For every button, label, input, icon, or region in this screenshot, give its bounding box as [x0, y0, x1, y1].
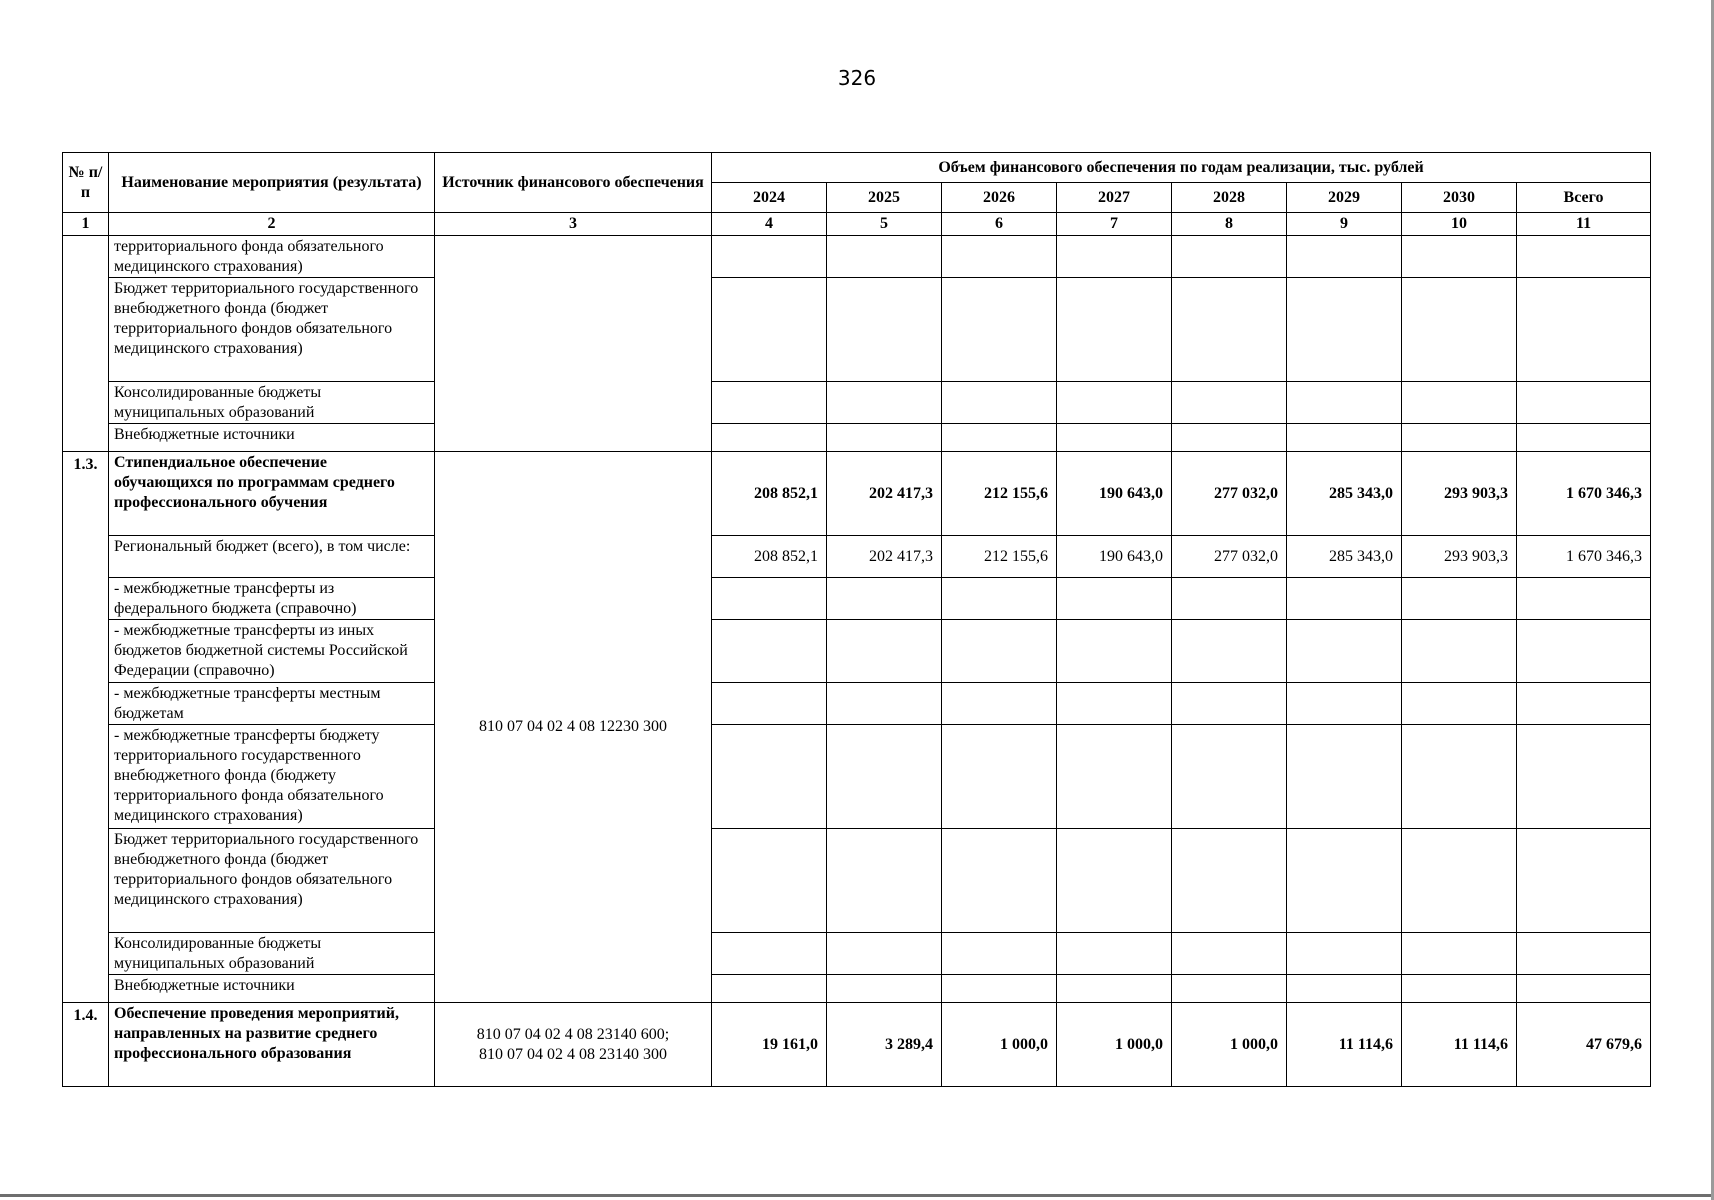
- table-row: [63, 236, 1651, 278]
- item-1-4-total-row: [63, 1003, 1651, 1087]
- value-cell: 190 643,0: [1057, 536, 1172, 578]
- header-year: 2030: [1402, 183, 1517, 213]
- header-total: Всего: [1517, 183, 1651, 213]
- header-col-name: Наименование мероприятия (результата): [109, 153, 435, 213]
- header-col-no: № п/п: [63, 153, 109, 213]
- header-year: 2028: [1172, 183, 1287, 213]
- item-number: 1.4.: [63, 1003, 109, 1087]
- value-cell: 208 852,1: [712, 452, 827, 536]
- row-name: Региональный бюджет (всего), в том числе:: [109, 536, 435, 578]
- item-number: 1.3.: [63, 452, 109, 1003]
- value-cell: 293 903,3: [1402, 452, 1517, 536]
- value-cell: 277 032,0: [1172, 536, 1287, 578]
- header-year: 2024: [712, 183, 827, 213]
- row-name: территориального фонда обязательного медицинского страхования): [109, 236, 435, 278]
- value-cell: 212 155,6: [942, 452, 1057, 536]
- value-cell: 19 161,0: [712, 1003, 827, 1087]
- source-cell: [435, 236, 712, 452]
- value-cell: 202 417,3: [827, 536, 942, 578]
- header-col-source: Источник финансового обеспечения: [435, 153, 712, 213]
- column-number: 10: [1402, 213, 1517, 236]
- value-cell: 212 155,6: [942, 536, 1057, 578]
- table-row: [63, 278, 1651, 382]
- value-cell: 285 343,0: [1287, 452, 1402, 536]
- column-number: 9: [1287, 213, 1402, 236]
- column-number: 11: [1517, 213, 1651, 236]
- scan-edge-bottom: [0, 1194, 1714, 1197]
- header-year: 2027: [1057, 183, 1172, 213]
- table-row: [63, 829, 1651, 933]
- row-number-cell: [63, 236, 109, 452]
- column-number: 6: [942, 213, 1057, 236]
- source-code-line: 810 07 04 02 4 08 23140 600;: [476, 1025, 670, 1043]
- table-row: [63, 933, 1651, 975]
- table-row: [63, 578, 1651, 620]
- value-cell: 285 343,0: [1287, 536, 1402, 578]
- table-row: [63, 683, 1651, 725]
- table-row: [63, 536, 1651, 578]
- value-cell: 277 032,0: [1172, 452, 1287, 536]
- row-name: Консолидированные бюджеты муниципальных образований: [109, 382, 435, 424]
- column-number: 4: [712, 213, 827, 236]
- header-year: 2025: [827, 183, 942, 213]
- page-number: 326: [837, 66, 877, 90]
- value-cell: 202 417,3: [827, 452, 942, 536]
- financing-table: [62, 152, 1651, 1087]
- header-col-volume: Объем финансового обеспечения по годам реализации, тыс. рублей: [712, 153, 1651, 183]
- item-title: Стипендиальное обеспечение обучающихся по программам среднего профессионального обучения: [109, 452, 435, 536]
- row-name: - межбюджетные трансферты местным бюджетам: [109, 683, 435, 725]
- value-cell: 208 852,1: [712, 536, 827, 578]
- header-year: 2029: [1287, 183, 1402, 213]
- row-name: Консолидированные бюджеты муниципальных образований: [109, 933, 435, 975]
- value-cell: 1 000,0: [1172, 1003, 1287, 1087]
- row-name: Внебюджетные источники: [109, 975, 435, 1003]
- row-name: - межбюджетные трансферты из иных бюджетов бюджетной системы Российской Федерации (справочно): [109, 620, 435, 683]
- column-number-row: [63, 213, 1651, 236]
- table-row: [63, 382, 1651, 424]
- value-cell: 11 114,6: [1287, 1003, 1402, 1087]
- value-cell: 293 903,3: [1402, 536, 1517, 578]
- table-row: [63, 725, 1651, 829]
- value-cell: 1 000,0: [942, 1003, 1057, 1087]
- header-year: 2026: [942, 183, 1057, 213]
- item-1-3-total-row: [63, 452, 1651, 536]
- value-cell: 1 670 346,3: [1517, 536, 1651, 578]
- value-cell: 3 289,4: [827, 1003, 942, 1087]
- row-name: - межбюджетные трансферты из федерального бюджета (справочно): [109, 578, 435, 620]
- source-code: [435, 1003, 712, 1087]
- row-name: Бюджет территориального государственного внебюджетного фонда (бюджет территориального фондов обязательного медицинского страхования): [109, 278, 435, 382]
- source-code-line: 810 07 04 02 4 08 23140 300: [479, 1045, 667, 1063]
- value-cell: 190 643,0: [1057, 452, 1172, 536]
- table-row: [63, 975, 1651, 1003]
- column-number: 2: [109, 213, 435, 236]
- header-row-1: [63, 153, 1651, 183]
- table-row: [63, 424, 1651, 452]
- column-number: 1: [63, 213, 109, 236]
- value-cell: 1 000,0: [1057, 1003, 1172, 1087]
- value-cell: 11 114,6: [1402, 1003, 1517, 1087]
- column-number: 7: [1057, 213, 1172, 236]
- value-cell: 1 670 346,3: [1517, 452, 1651, 536]
- column-number: 5: [827, 213, 942, 236]
- column-number: 8: [1172, 213, 1287, 236]
- item-title: Обеспечение проведения мероприятий, направленных на развитие среднего профессионального образования: [109, 1003, 435, 1087]
- table-row: [63, 620, 1651, 683]
- row-name: - межбюджетные трансферты бюджету территориального государственного внебюджетного фонда (бюджету территориального фонда обязательного медицинского страхования): [109, 725, 435, 829]
- column-number: 3: [435, 213, 712, 236]
- row-name: Бюджет территориального государственного внебюджетного фонда (бюджет территориального фондов обязательного медицинского страхования): [109, 829, 435, 933]
- source-code: 810 07 04 02 4 08 12230 300: [435, 452, 712, 1003]
- value-cell: 47 679,6: [1517, 1003, 1651, 1087]
- row-name: Внебюджетные источники: [109, 424, 435, 452]
